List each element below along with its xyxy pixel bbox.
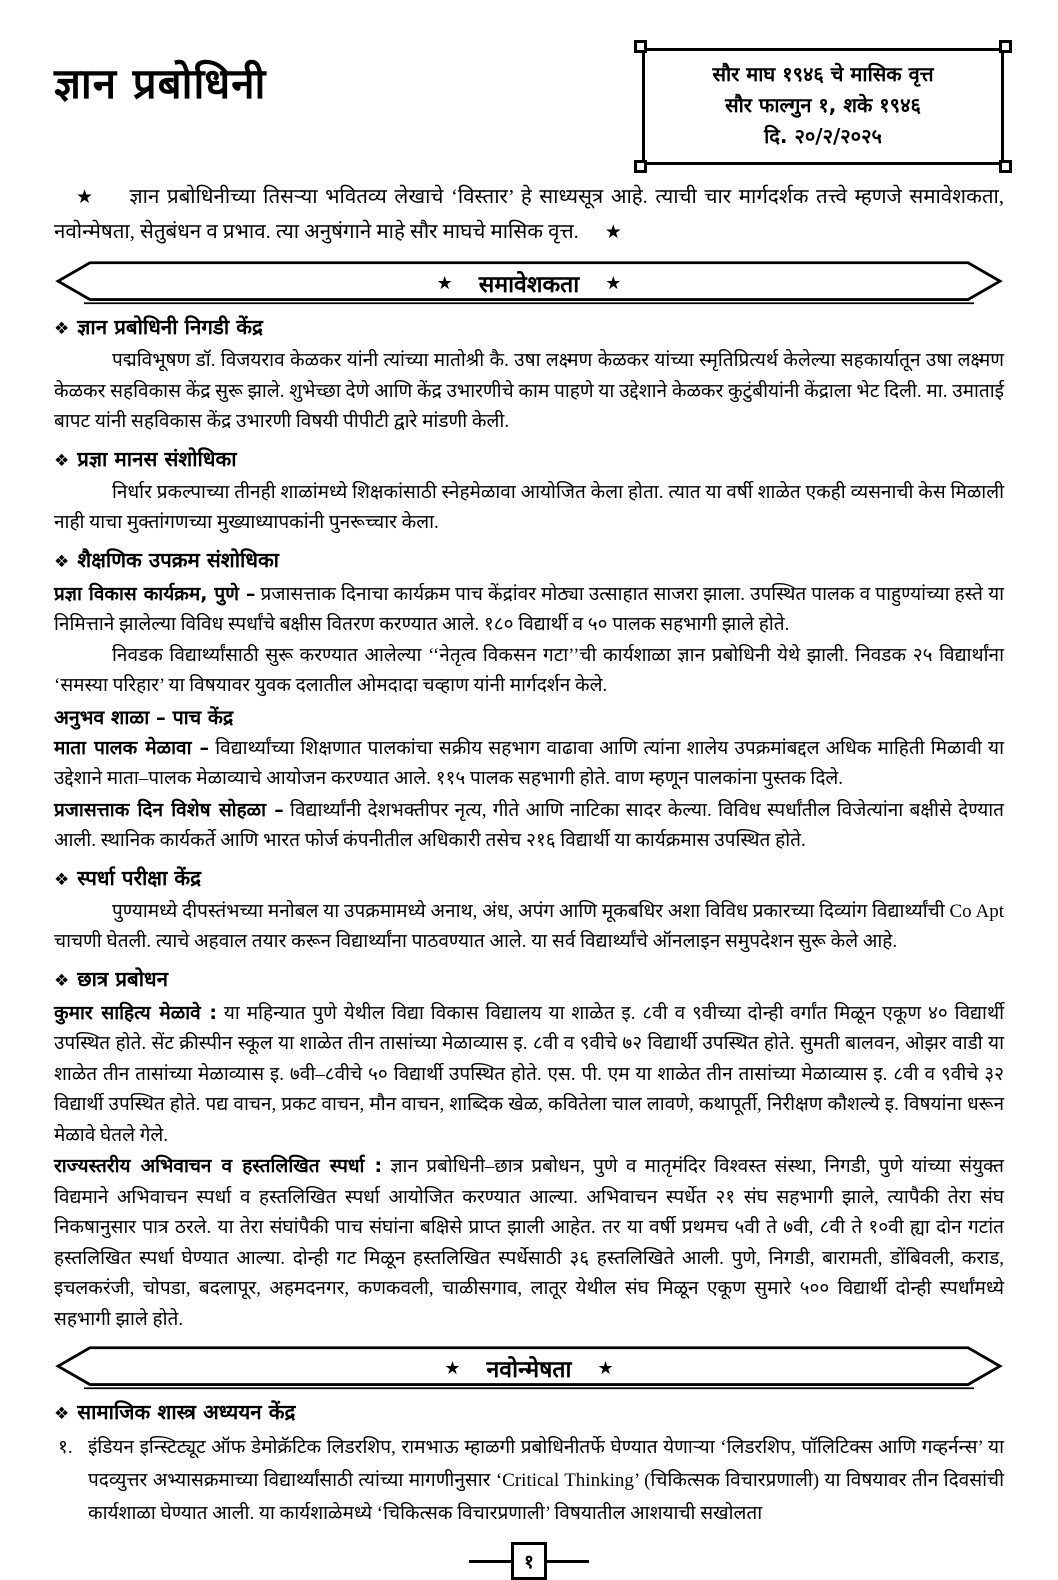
numbered-item-1 [54,1431,1004,1530]
paragraph-mata-palak [54,733,1004,795]
diamond-bullet-icon: ❖ [54,551,70,572]
section-body: पुण्यामध्ये दीपस्तंभच्या मनोबल या उपक्रमामध्ये अनाथ, अंध, अपंग आणि मूकबधिर अशा विविध प्रकारच्या दिव्यांग विद्यार्थ्यांची Co Apt चाचणी घेतली. त्याचे अहवाल तयार करून विद्यार्थ्यांना पाठवण्यात आले. या सर्व विद्यार्थ्यांचे ऑनलाइन समुपदेशन सुरू केले आहे. [54,900,1004,952]
section-heading [54,312,1004,344]
corner-ornament-icon [634,160,647,173]
star-icon: ★ [76,187,96,208]
sub-heading-anubhav-shala: अनुभव शाळा – पाच केंद्र [54,705,234,729]
banner-label [54,1345,1004,1391]
star-icon: ★ [604,222,622,243]
star-icon: ★ [605,272,622,294]
page-title: ज्ञान प्रबोधिनी [54,59,267,108]
item-number: १. [58,1437,73,1458]
paragraph-rajyastariya-spardha [54,1151,1004,1335]
issue-line-3: दि. २०/२/२०२५ [764,124,882,148]
corner-ornament-icon [999,40,1012,53]
issue-date-box [642,48,1004,165]
diamond-bullet-icon: ❖ [54,1404,70,1424]
star-icon: ★ [436,272,453,294]
banner-innovation [54,1345,1004,1391]
paragraph-text: ज्ञान प्रबोधिनी–छात्र प्रबोधन, पुणे व मातृमंदिर विश्वस्त संस्था, निगडी, पुणे यांच्या संयुक्त विद्यमाने अभिवाचन स्पर्धा व हस्तलिखित स्पर्धा आयोजित करण्यात आल्या. अभिवाचन स्पर्धेत २१ संघ सहभागी झाले, त्यापैकी तेरा संघ निकषानुसार पात्र ठरले. या तेरा संघांपैकी पाच संघांना बक्षिसे प्राप्त झाली आहेत. तर या वर्षी प्रथमच ५वी ते ७वी, ८वी ते १०वी ह्या दोन गटांत हस्तलिखित स्पर्धा घेण्यात आल्या. दोन्ही गट मिळून हस्तलिखित स्पर्धेसाठी ३६ हस्तलिखिते आली. पुणे, निगडी, बारामती, डोंबिवली, कराड, इचलकरंजी, चोपडा, बदलापूर, अहमदनगर, कणकवली, चाळीसगाव, लातूर येथील संघ मिळून एकूण सुमारे ५०० विद्यार्थी दोन्ही स्पर्धांमध्ये सहभागी झाले होते. [54,1156,1004,1330]
banner-inclusivity-text: समावेशकता [478,272,580,298]
section-heading [54,1397,1004,1429]
section-heading-text: शैक्षणिक उपक्रम संशोधिका [77,547,279,572]
section-body: निर्धार प्रकल्पाच्या तीनही शाळांमध्ये शिक्षकांसाठी स्नेहमेळावा आयोजित केला होता. त्यात या वर्षी शाळेत एकही व्यसनाची केस मिळाली नाही याचा मुक्तांगणच्या मुख्याध्यापकांनी पुनरूच्चार केला. [54,481,1004,533]
section-pradnya-manas [54,444,1004,539]
section-heading [54,444,1004,476]
section-heading [54,545,1004,577]
diamond-bullet-icon: ❖ [54,970,70,991]
section-heading [54,863,1004,895]
diamond-bullet-icon: ❖ [54,319,70,339]
section-spardha-pariksha [54,863,1004,958]
banner-innovation-text: नवोन्मेषता [486,1357,572,1383]
section-shaikshanik [54,545,1004,857]
paragraph-text: या महिन्यात पुणे येथील विद्या विकास विद्यालय या शाळेत इ. ८वी व ९वीच्या दोन्ही वर्गांत मिळून एकूण ४० विद्यार्थी उपस्थित होते. सेंट क्रीस्पीन स्कूल या शाळेत तीन तासांच्या मेळाव्यास इ. ८वी व ९वीचे ७२ विद्यार्थी उपस्थित होते. सुमती बालवन, ओझर वाडी या शाळेत तीन तासांच्या मेळाव्यास इ. ७वी–८वीचे ५० विद्यार्थी उपस्थित होते. एस. पी. एम या शाळेत तीन तासांच्या मेळाव्यास इ. ८वी व ९वीचे ३२ विद्यार्थी उपस्थित होते. पद्य वाचन, प्रकट वाचन, मौन वाचन, शाब्दिक खेळ, कवितेला चाल लावणे, कथापूर्ती, निरीक्षण कौशल्ये इ. विषयांना धरून मेळावे घेतले गेले. [54,1002,1005,1146]
paragraph-lead: कुमार साहित्य मेळावे : [54,1001,218,1024]
paragraph-text: विद्यार्थ्यांनी देशभक्तीपर नृत्य, गीते आणि नाटिका सादर केल्या. विविध स्पर्धांतील विजेत्यांना बक्षीसे देण्यात आली. स्थानिक कार्यकर्ते आणि भारत फोर्ज कंपनीतील अधिकारी तसेच २१६ विद्यार्थी या कार्यक्रमास उपस्थित होते. [54,799,1004,851]
intro-text: ज्ञान प्रबोधिनीच्या तिसऱ्या भवितव्य लेखाचे ‘विस्तार’ हे साध्यसूत्र आहे. त्याची चार मार्गदर्शक तत्त्वे म्हणजे समावेशकता, नवोन्मेषता, सेतुबंधन व प्रभाव. त्या अनुषंगाने माहे सौर माघचे मासिक वृत्त. [54,186,1004,243]
page-number: १ [511,1542,547,1580]
diamond-bullet-icon: ❖ [54,450,70,471]
header [54,48,1004,166]
issue-line-1: सौर माघ १९४६ चे मासिक वृत्त [712,62,934,86]
paragraph-lead: प्रज्ञा विकास कार्यक्रम, पुणे – [54,582,256,605]
section-heading-text: प्रज्ञा मानस संशोधिका [77,446,237,471]
intro-paragraph [54,180,1004,250]
banner-label [54,260,1004,306]
section-samajik-shastra [54,1397,1004,1530]
section-nigdi-kendra [54,312,1004,438]
diamond-bullet-icon: ❖ [54,869,70,890]
paragraph-netrutva-gat: निवडक विद्यार्थ्यांसाठी सुरू करण्यात आलेल्या ‘‘नेतृत्व विकसन गटा’’ची कार्यशाळा ज्ञान प्रबोधिनी येथे झाली. निवडक २५ विद्यार्थांना ‘समस्या परिहार’ या विषयावर युवक दलातील ओमदादा चव्हाण यांनी मार्गदर्शन केले. [54,644,1004,696]
section-body: पद्मविभूषण डॉ. विजयराव केळकर यांनी त्यांच्या मातोश्री कै. उषा लक्ष्मण केळकर यांच्या स्मृतिप्रित्यर्थ केलेल्या सहकार्यातून उषा लक्ष्मण केळकर सहविकास केंद्र सुरू झाले. शुभेच्छा देणे आणि केंद्र उभारणीचे काम पाहणे या उद्देशाने केळकर कुटुंबीयांनी केंद्राला भेट दिली. मा. उमाताई बापट यांनी सहविकास केंद्र उभारणी विषयी पीपीटी द्वारे मांडणी केली. [54,350,1004,432]
paragraph-text: विद्यार्थ्यांच्या शिक्षणात पालकांचा सक्रीय सहभाग वाढावा आणि त्यांना शालेय उपक्रमांबद्दल अधिक माहिती मिळावी या उद्देशाने माता–पालक मेळाव्याचे आयोजन करण्यात आले. ११५ पालक सहभागी होते. वाण म्हणून पालकांना पुस्तक दिले. [54,737,1004,789]
footer-rule-right [547,1560,589,1563]
section-heading-text: ज्ञान प्रबोधिनी निगडी केंद्र [77,315,263,339]
section-heading [54,964,1004,996]
paragraph-kumar-sahitya [54,998,1004,1152]
paragraph-prajasattak-din [54,795,1004,857]
section-heading-text: सामाजिक शास्त्र अध्ययन केंद्र [77,1400,296,1424]
banner-inclusivity [54,260,1004,306]
paragraph-pradnya-vikas [54,579,1004,641]
star-icon: ★ [444,1357,461,1379]
section-heading-text: छात्र प्रबोधन [77,966,169,991]
paragraph-lead: प्रजासत्ताक दिन विशेष सोहळा – [54,798,284,821]
section-chhatra-prabodhan [54,964,1004,1336]
corner-ornament-icon [634,40,647,53]
star-icon: ★ [597,1357,614,1379]
page-footer [54,1542,1004,1580]
footer-rule-left [469,1560,511,1563]
issue-line-2: सौर फाल्गुन १, शके १९४६ [725,93,921,117]
paragraph-text: प्रजासत्ताक दिनाचा कार्यक्रम पाच केंद्रांवर मोठ्या उत्साहात साजरा झाला. उपस्थित पालक व पाहुण्यांच्या हस्ते या निमित्ताने झालेल्या विविध स्पर्धांचे बक्षीस वितरण करण्यात आले. १८० विद्यार्थी व ५० पालक सहभागी झाले होते. [54,583,1005,635]
item-text: इंडियन इन्स्टिट्यूट ऑफ डेमोक्रॅटिक लिडरशिप, रामभाऊ म्हाळगी प्रबोधिनीतर्फे घेण्यात येणाऱ्या ‘लिडरशिप, पॉलिटिक्स आणि गव्हर्नन्स’ या पदव्युत्तर अभ्यासक्रमाच्या विद्यार्थ्यांसाठी त्यांच्या मागणीनुसार ‘Critical Thinking’ (चिकित्सक विचारप्रणाली) या विषयावर तीन दिवसांची कार्यशाळा घेण्यात आली. या कार्यशाळेमध्ये ‘चिकित्सक विचारप्रणाली’ विषयातील आशयाची सखोलता [88,1437,1004,1524]
corner-ornament-icon [999,160,1012,173]
section-heading-text: स्पर्धा परीक्षा केंद्र [77,865,202,890]
paragraph-lead: माता पालक मेळावा – [54,736,210,759]
paragraph-lead: राज्यस्तरीय अभिवाचन व हस्तलिखित स्पर्धा : [54,1155,383,1177]
